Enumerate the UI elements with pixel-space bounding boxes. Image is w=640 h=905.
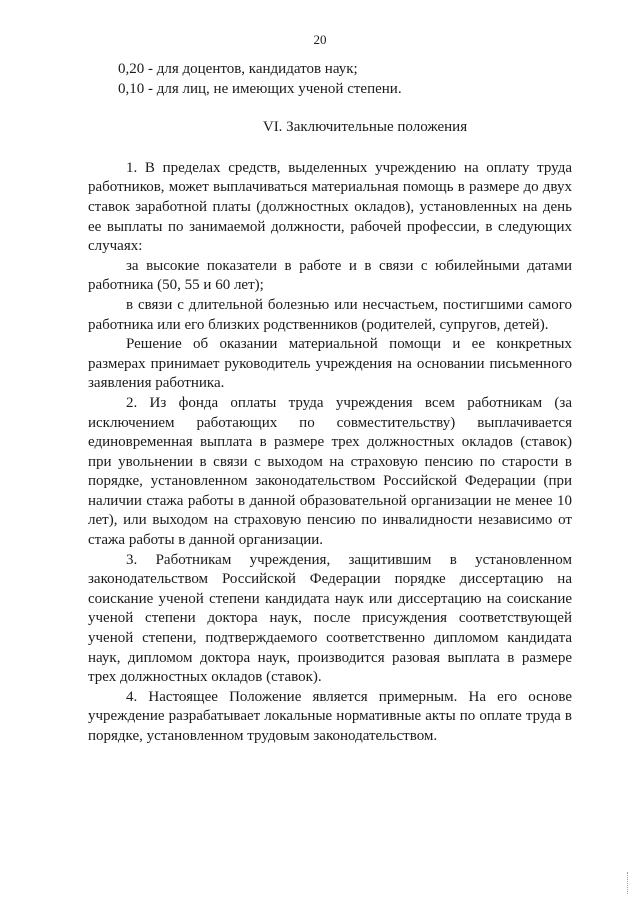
- page-number: 20: [313, 32, 327, 47]
- paragraph-retirement-payment: 2. Из фонда оплаты труда учреждения всем работникам (за исключением работающих по совместительству) выплачивается единовременная выплата в размере трех должностных окладов (ставок) при увольнении в связи с выходом на страховую пенсию по старости в порядке, установленном законодательством Российской Федерации (при наличии стажа работы в данной образовательной организации не менее 10 лет), или выходом на страховую пенсию по инвалидности независимо от стажа работы в данной организации.: [88, 394, 572, 549]
- paragraph-case-illness: в связи с длительной болезнью или несчастьем, постигшими самого работника или его близких родственников (родителей, супругов, детей).: [88, 296, 572, 333]
- coefficient-line: 0,20 - для доцентов, кандидатов наук;: [118, 61, 358, 77]
- scan-edge-mark: [627, 872, 630, 894]
- section-title: VI. Заключительные положения: [262, 119, 468, 136]
- paragraph-case-anniversary: за высокие показатели в работе и в связи с юбилейными датами работника (50, 55 и 60 лет);: [88, 257, 572, 294]
- paragraph-material-aid: 1. В пределах средств, выделенных учреждению на оплату труда работников, может выплачиваться материальная помощь в размере до двух ставок заработной платы (должностных окладов), установленных на день ее выплаты по занимаемой должности, рабочей профессии, в следующих случаях:: [88, 159, 572, 255]
- coefficient-line: 0,10 - для лиц, не имеющих ученой степени.: [118, 80, 402, 97]
- paragraph-final-provision: 4. Настоящее Положение является примерным. На его основе учреждение разрабатывает локальные нормативные акты по оплате труда в порядке, установленном трудовым законодательством.: [88, 688, 572, 744]
- paragraph-decision: Решение об оказании материальной помощи и ее конкретных размерах принимает руководитель учреждения на основании письменного заявления работника.: [88, 336, 572, 392]
- document-body: [88, 60, 572, 747]
- paragraph-dissertation-payment: 3. Работникам учреждения, защитившим в установленном законодательством Российской Федерации порядке диссертацию на соискание ученой степени кандидата наук или диссертацию на соискание ученой степени доктора наук, после присуждения соответствующей ученой степени, подтверждаемого соответственно дипломом кандидата наук, дипломом доктора наук, производится разовая выплата в размере трех должностных окладов (ставок).: [88, 551, 572, 686]
